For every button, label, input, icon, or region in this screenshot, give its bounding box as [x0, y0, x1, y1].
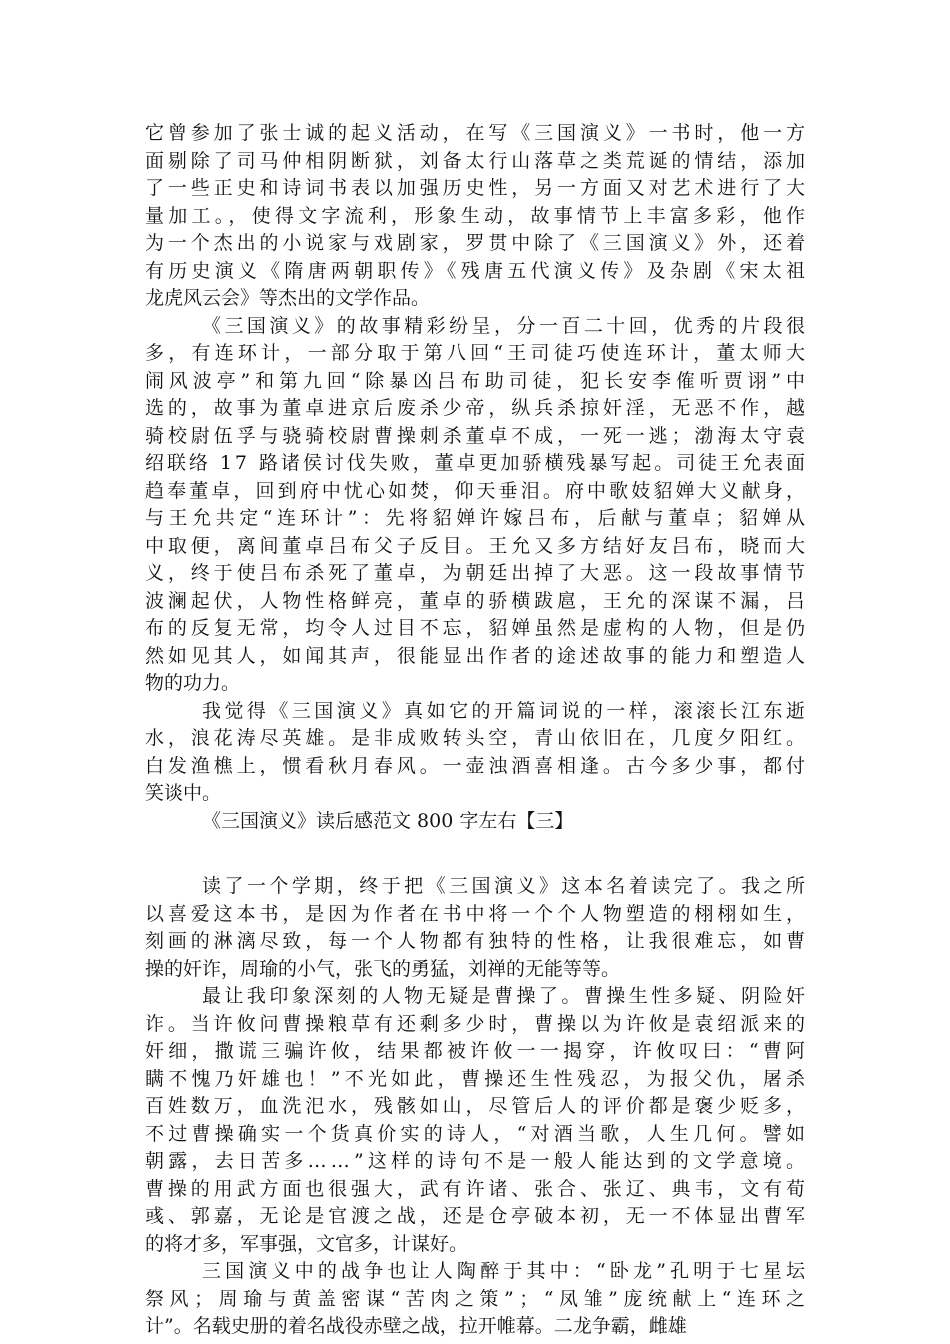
line-text: 以喜爱这本书，是因为作者在书中将一个个人物塑造的栩栩如生， [145, 902, 809, 925]
line-text: 诈。当许攸问曹操粮草有还剩多少时，曹操以为许攸是袁绍派来的 [145, 1012, 809, 1035]
line-text: 三国演义中的战争也让人陶醉于其中：“卧龙”孔明于七星坛 [202, 1260, 810, 1282]
line-text: 与王允共定“连环计”：先将貂婵许嫁吕布，后献与董卓；貂婵从 [145, 507, 810, 529]
text-line [145, 956, 805, 984]
line-text: 量加工。，使得文字流利，形象生动，故事情节上丰富多彩，他作 [145, 204, 810, 227]
text-line [145, 725, 809, 753]
line-text: 选的，故事为董卓进京后废杀少帝，纵兵杀掠奸淫，无恶不作，越 [145, 397, 809, 419]
text-line [145, 1203, 809, 1231]
line-text: 我觉得《三国演义》真如它的开篇词说的一样，滚滚长江东逝 [202, 699, 809, 722]
text-line [145, 1176, 809, 1204]
line-text: 波澜起伏，人物性格鲜亮，董卓的骄横跋扈，王允的深谋不漏，吕 [145, 589, 809, 612]
text-line [145, 450, 808, 478]
text-line [145, 285, 805, 313]
document-page [145, 120, 811, 1341]
text-line [145, 148, 809, 176]
line-text: 刻画的淋漓尽致，每一个人物都有独特的性格，让我很难忘，如曹 [145, 930, 809, 952]
line-text: 了一些正史和诗词书表以加强历史性，另一方面又对艺术进行了大 [145, 177, 809, 199]
line-text: 然如见其人，如闻其声，很能显出作者的途述故事的能力和塑造人 [145, 644, 809, 667]
text-line [145, 423, 809, 451]
paragraph [145, 1258, 811, 1341]
line-text: 《三国演义》的故事精彩纷呈，分一百二十回，优秀的片段很 [202, 314, 809, 337]
line-text: 彧、郭嘉，无论是官渡之战，还是仓亭破本初，无一不体显出曹军 [145, 1205, 809, 1227]
line-text: 骑校尉伍孚与骁骑校尉曹操刺杀董卓不成，一死一逃；渤海太守袁 [145, 424, 809, 447]
text-line [145, 340, 810, 368]
text-line [145, 1148, 810, 1176]
line-text: 多，有连环计，一部分取于第八回“王司徒巧使连环计，董太师大 [145, 342, 810, 364]
text-line [145, 670, 805, 698]
line-text: 计”。名载史册的着名战役赤壁之战，拉开帷幕。二龙争霸，雌雄 [145, 1315, 687, 1337]
blank-gap [145, 835, 805, 873]
line-text: 曹操的用武方面也很强大，武有许诸、张合、张辽、典韦，文有荀 [145, 1177, 809, 1200]
line-text: 它曾参加了张士诚的起义活动，在写《三国演义》一书时，他一方 [145, 122, 809, 144]
text-line [145, 368, 810, 396]
text-line [145, 1038, 810, 1066]
text-line [145, 698, 809, 726]
text-line [145, 1121, 810, 1149]
line-text: 白发渔樵上，惯看秋月春风。一壶浊酒喜相逢。古今多少事，都付 [145, 754, 809, 777]
line-text: 祭风；周瑜与黄盖密谋“苦肉之策”；“凤雏”庞统献上“连环之 [145, 1287, 811, 1310]
line-text: 操的奸诈，周瑜的小气，张飞的勇猛，刘禅的无能等等。 [145, 957, 621, 980]
line-text: 中取便，离间董卓吕布父子反目。王允又多方结好友吕布，晓而大 [145, 534, 809, 557]
line-text: 最让我印象深刻的人物无疑是曹操了。曹操生性多疑、阴险奸 [202, 985, 809, 1007]
line-text: 闹风波亭”和第九回“除暴凶吕布助司徒，犯长安李傕听贾诩”中 [145, 369, 810, 392]
line-text: 读了一个学期，终于把《三国演义》这本名着读完了。我之所 [202, 875, 809, 897]
text-line [145, 395, 809, 423]
line-text: 的将才多，军事强，文官多，计谋好。 [145, 1232, 469, 1255]
text-line [145, 873, 809, 901]
text-line [145, 120, 809, 148]
text-line [145, 1258, 810, 1286]
line-text: 百姓数万，血洗汜水，残骸如山，尽管后人的评价都是褒少贬多， [145, 1095, 809, 1117]
text-line [145, 901, 809, 929]
paragraph [145, 313, 810, 698]
text-line [145, 560, 809, 588]
text-line [145, 175, 809, 203]
text-line [145, 1093, 809, 1121]
text-line [145, 780, 805, 808]
paragraph [145, 698, 809, 808]
text-line [145, 1066, 810, 1094]
text-line [145, 258, 810, 286]
line-text: 笑谈中。 [145, 782, 222, 804]
text-line [145, 643, 809, 671]
line-text: 为一个杰出的小说家与戏剧家，罗贯中除了《三国演义》外，还着 [145, 232, 809, 254]
text-line [145, 313, 809, 341]
text-line [145, 1011, 809, 1039]
text-line [145, 478, 809, 506]
line-text: 绍联络 17 路诸侯讨伐失败，董卓更加骄横残暴写起。司徒王允表面 [145, 452, 808, 474]
text-line [145, 1313, 805, 1341]
text-line [145, 533, 809, 561]
line-text: 面剔除了司马仲相阴断狱，刘备太行山落草之类荒诞的情结，添加 [145, 149, 809, 172]
line-text: 物的功力。 [145, 672, 241, 694]
line-text: 义，终于使吕布杀死了董卓，为朝廷出掉了大恶。这一段故事情节 [145, 562, 809, 584]
section-heading: 《三国演义》读后感范文 800 字左右【三】 [202, 809, 574, 832]
text-line [145, 983, 809, 1011]
line-text: 瞒不愧乃奸雄也！”不光如此，曹操还生性残忍，为报父仇，屠杀 [145, 1067, 810, 1090]
line-text: 朝露，去日苦多……”这样的诗句不是一般人能达到的文学意境。 [145, 1150, 810, 1172]
line-text: 布的反复无常，均令人过目不忘，貂婵虽然是虚构的人物，但是仍 [145, 617, 809, 639]
text-line [145, 615, 809, 643]
line-text: 趋奉董卓，回到府中忧心如焚，仰天垂泪。府中歌妓貂婵大义献身， [145, 479, 809, 502]
text-line [145, 753, 809, 781]
text-line [145, 203, 810, 231]
paragraph [145, 120, 810, 313]
text-line [145, 928, 809, 956]
line-text: 有历史演义《隋唐两朝职传》《残唐五代演义传》及杂剧《宋太祖 [145, 259, 810, 282]
text-line [145, 588, 809, 616]
line-text: 龙虎风云会》等杰出的文学作品。 [145, 287, 431, 309]
paragraph [145, 873, 809, 983]
line-text: 不过曹操确实一个货真价实的诗人，“对酒当歌，人生几何。譬如 [145, 1122, 810, 1145]
line-text: 奸细，撒谎三骗许攸，结果都被许攸一一揭穿，许攸叹曰：“曹阿 [145, 1040, 810, 1062]
line-text: 水，浪花涛尽英雄。是非成败转头空，青山依旧在，几度夕阳红。 [145, 727, 809, 749]
text-line [145, 505, 810, 533]
text-line [145, 1231, 805, 1259]
text-line [145, 230, 809, 258]
paragraph [145, 983, 810, 1258]
text-line [145, 1286, 811, 1314]
